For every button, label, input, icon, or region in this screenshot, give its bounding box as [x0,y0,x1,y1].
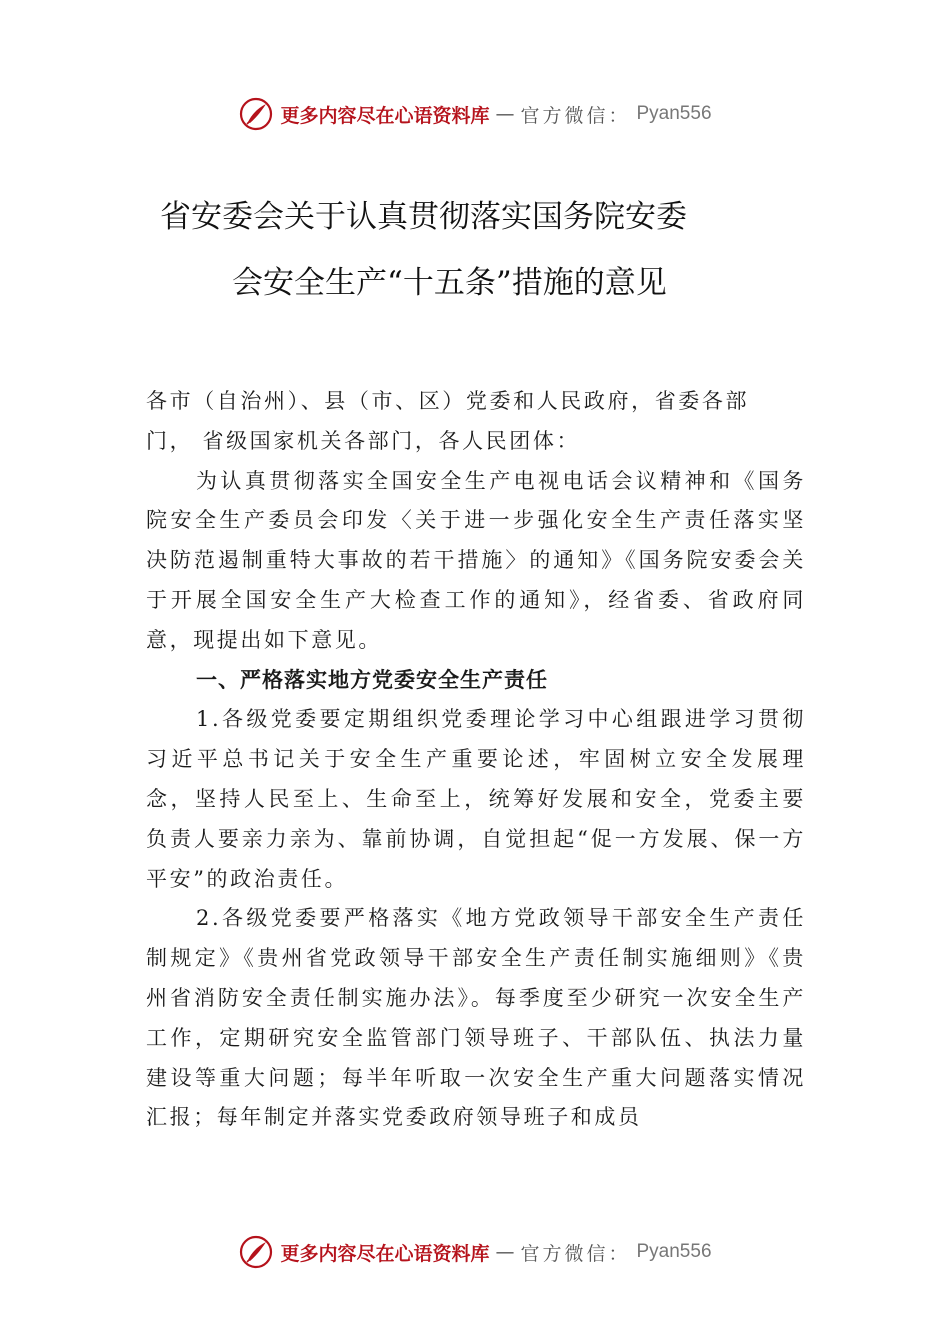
title-line-1: 省安委会关于认真贯彻落实国务院安委 [160,199,687,235]
feather-quill-logo-icon [238,96,274,132]
section-1-heading: 一、严格落实地方党委安全生产责任 [196,667,548,692]
banner-separator: — [495,103,515,125]
header-banner [0,94,950,134]
banner-slogan: 更多内容尽在心语资料库 [280,104,490,127]
footer-banner-wechat-id: Pyan556 [636,1241,712,1262]
item-2-paragraph: 2.各级党委要严格落实《地方党政领导干部安全生产责任制规定》《贵州省党政领导干部安全生产责任制实施细则》《贵州省消防安全责任制实施办法》。每季度至少研究一次安全生产工作，定期研究安全监管部门领导班子、干部队伍、执法力量建设等重大问题；每半年听取一次安全生产重大问题落实情况汇报；每年制定并落实党委政府领导班子和成员 [146,906,806,1130]
banner-content [238,96,711,132]
salutation-line-2: 门， 省级国家机关各部门，各人民团体： [146,428,581,453]
footer-banner-wechat-label: 官方微信： [520,1242,631,1265]
title-line-2: 会安全生产“十五条”措施的意见 [232,265,667,301]
banner-wechat-label: 官方微信： [520,104,631,127]
banner-wechat-id: Pyan556 [636,103,712,124]
feather-quill-logo-icon [238,1234,274,1270]
footer-banner-slogan: 更多内容尽在心语资料库 [280,1242,490,1265]
document-body [146,382,806,1138]
footer-banner-content [238,1234,711,1270]
footer-banner [0,1232,950,1272]
item-1-paragraph: 1.各级党委要定期组织党委理论学习中心组跟进学习贯彻习近平总书记关于安全生产重要论述，牢固树立安全发展理念，坚持人民至上、生命至上，统筹好发展和安全，党委主要负责人要亲力亲为、靠前协调，自觉担起“促一方发展、保一方平安”的政治责任。 [146,707,806,891]
salutation-line-1: 各市（自治州）、县（市、区）党委和人民政府，省委各部 [146,389,750,413]
footer-banner-separator: — [495,1241,515,1263]
intro-paragraph: 为认真贯彻落实全国安全生产电视电话会议精神和《国务院安全生产委员会印发〈关于进一步强化安全生产责任落实坚决防范遏制重特大事故的若干措施〉的通知》《国务院安委会关于开展全国安全生产大检查工作的通知》，经省委、省政府同意，现提出如下意见。 [146,468,806,652]
